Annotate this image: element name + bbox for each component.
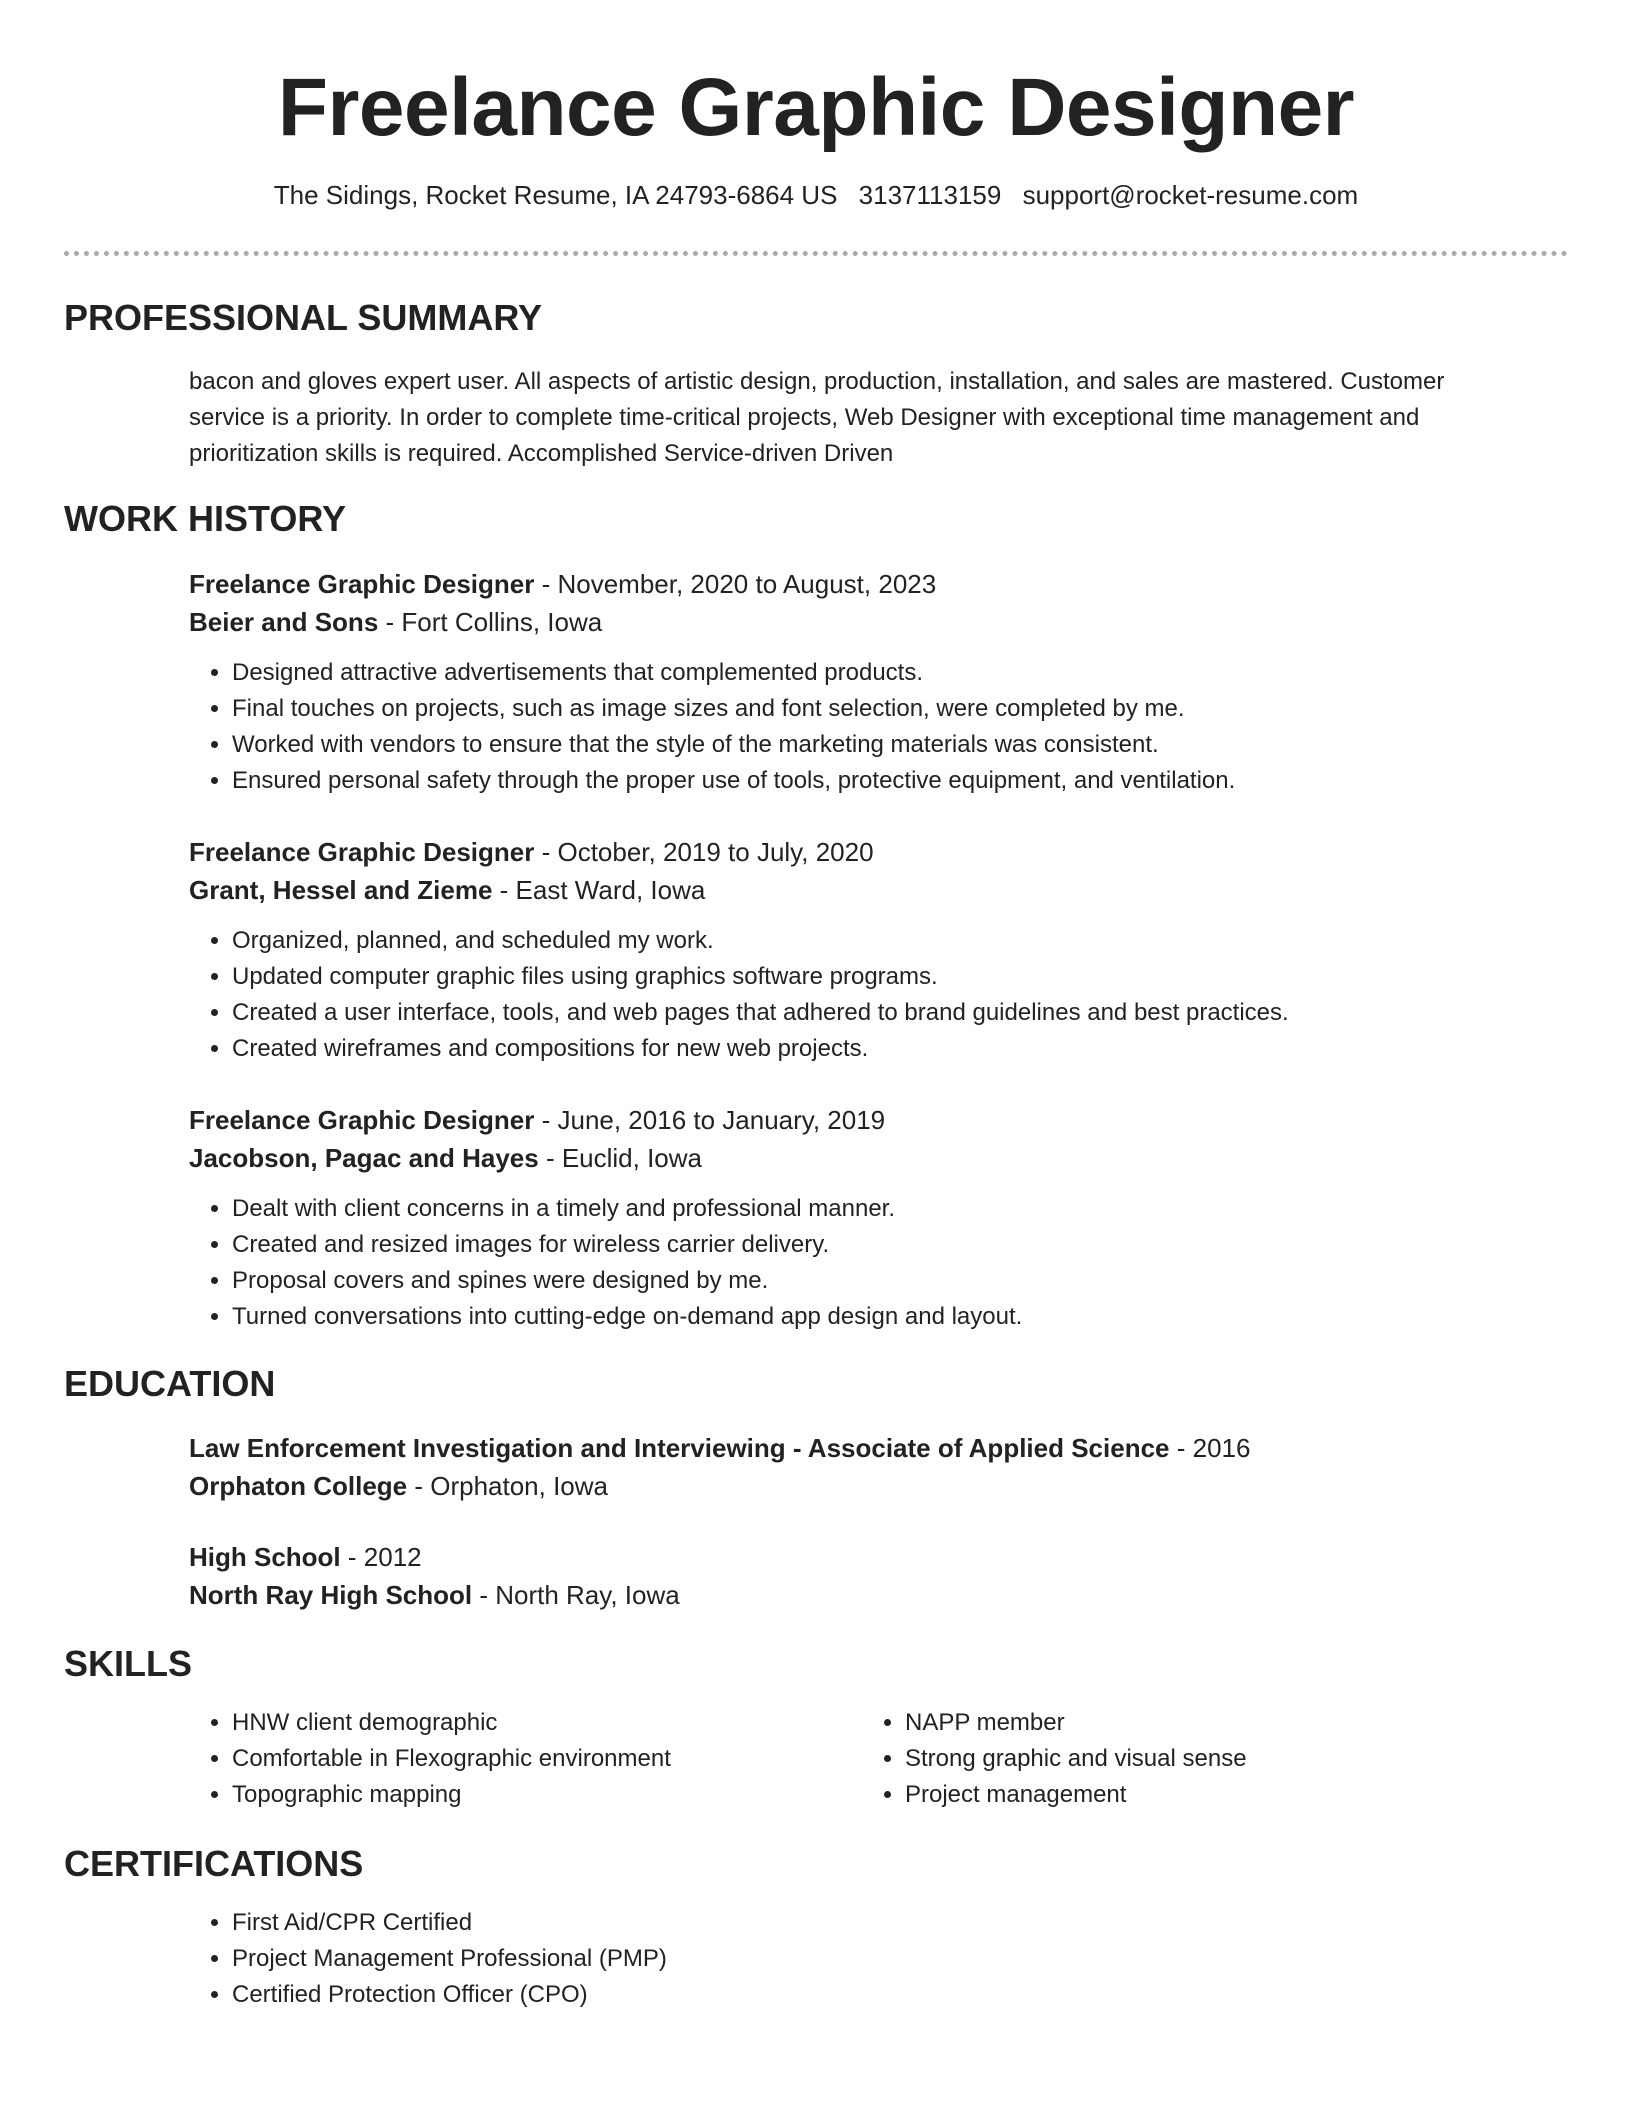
list-item: • Certified Protection Officer (CPO) — [232, 1977, 1032, 2013]
education-school-line — [189, 1576, 1502, 1614]
education-school: Orphaton College — [189, 1471, 408, 1501]
list-item: • First Aid/CPR Certified — [232, 1905, 1032, 1941]
section-title-education: EDUCATION — [64, 1363, 276, 1404]
job-company-line — [189, 603, 1502, 641]
job-company: Beier and Sons — [189, 607, 379, 637]
education-year: - 2016 — [1169, 1433, 1251, 1463]
list-item: • Created and resized images for wireless carrier delivery. — [232, 1227, 1502, 1263]
job-role: Freelance Graphic Designer — [189, 569, 535, 599]
list-item: • Strong graphic and visual sense — [905, 1741, 1505, 1777]
job-bullets — [189, 655, 1502, 799]
list-item: • Proposal covers and spines were designed by me. — [232, 1263, 1502, 1299]
contact-line — [0, 180, 1632, 211]
job-entry — [189, 833, 1502, 1067]
list-item: • Dealt with client concerns in a timely and professional manner. — [232, 1191, 1502, 1227]
list-item: • Project Management Professional (PMP) — [232, 1941, 1032, 1977]
job-dates: - November, 2020 to August, 2023 — [534, 569, 937, 599]
resume-name: Freelance Graphic Designer — [277, 62, 1355, 153]
job-dates: - June, 2016 to January, 2019 — [534, 1105, 886, 1135]
education-degree-line — [189, 1429, 1502, 1467]
certifications-list — [189, 1905, 1032, 2013]
job-title-line — [189, 565, 1502, 603]
job-location: - Fort Collins, Iowa — [378, 607, 603, 637]
education-location: - North Ray, Iowa — [472, 1580, 680, 1610]
job-entry — [189, 565, 1502, 799]
education-degree: Law Enforcement Investigation and Interviewing - Associate of Applied Science — [189, 1433, 1170, 1463]
job-dates: - October, 2019 to July, 2020 — [534, 837, 874, 867]
job-title-line — [189, 1101, 1502, 1139]
list-item: • Created a user interface, tools, and web pages that adhered to brand guidelines and best practices. — [232, 995, 1502, 1031]
list-item: • Created wireframes and compositions for new web projects. — [232, 1031, 1502, 1067]
list-item: • Topographic mapping — [232, 1777, 832, 1813]
education-year: - 2012 — [340, 1542, 422, 1572]
job-title-line — [189, 833, 1502, 871]
summary-text: bacon and gloves expert user. All aspects of artistic design, production, installation, and sales are mastered. Customer service is a priority. In order to complete time-critical projects, Web Designer with exceptional time management and prioritization skills is required. Accomplished Service-driven Driven — [189, 368, 1445, 467]
section-title-summary: PROFESSIONAL SUMMARY — [64, 297, 543, 338]
list-item: • HNW client demographic — [232, 1705, 832, 1741]
section-title-work-history: WORK HISTORY — [64, 498, 347, 539]
education-school-line — [189, 1467, 1502, 1505]
job-company: Grant, Hessel and Zieme — [189, 875, 493, 905]
education-entry — [189, 1538, 1502, 1614]
list-item: • Comfortable in Flexographic environment — [232, 1741, 832, 1777]
list-item: • NAPP member — [905, 1705, 1505, 1741]
job-role: Freelance Graphic Designer — [189, 1105, 535, 1135]
section-title-certifications: CERTIFICATIONS — [64, 1843, 364, 1884]
contact-address: The Sidings, Rocket Resume, IA 24793-6864 US — [273, 180, 838, 210]
education-degree-line — [189, 1538, 1502, 1576]
skills-list-right — [862, 1705, 1505, 1813]
job-location: - Euclid, Iowa — [538, 1143, 703, 1173]
list-item: • Final touches on projects, such as image sizes and font selection, were completed by me. — [232, 691, 1502, 727]
education-location: - Orphaton, Iowa — [407, 1471, 609, 1501]
education-degree: High School — [189, 1542, 341, 1572]
job-role: Freelance Graphic Designer — [189, 837, 535, 867]
job-entry — [189, 1101, 1502, 1335]
contact-email: support@rocket-resume.com — [1022, 180, 1359, 210]
job-bullets — [189, 1191, 1502, 1335]
job-company-line — [189, 871, 1502, 909]
list-item: • Updated computer graphic files using graphics software programs. — [232, 959, 1502, 995]
education-entry — [189, 1429, 1502, 1505]
job-company: Jacobson, Pagac and Hayes — [189, 1143, 539, 1173]
list-item: • Organized, planned, and scheduled my work. — [232, 923, 1502, 959]
list-item: • Turned conversations into cutting-edge on-demand app design and layout. — [232, 1299, 1502, 1335]
education-school: North Ray High School — [189, 1580, 473, 1610]
skills-list-left — [189, 1705, 832, 1813]
job-bullets — [189, 923, 1502, 1067]
section-title-skills: SKILLS — [64, 1643, 193, 1684]
list-item: • Designed attractive advertisements that complemented products. — [232, 655, 1502, 691]
header-divider — [64, 251, 1568, 256]
list-item: • Project management — [905, 1777, 1505, 1813]
job-location: - East Ward, Iowa — [492, 875, 706, 905]
list-item: • Ensured personal safety through the proper use of tools, protective equipment, and ventilation. — [232, 763, 1502, 799]
list-item: • Worked with vendors to ensure that the style of the marketing materials was consistent. — [232, 727, 1502, 763]
job-company-line — [189, 1139, 1502, 1177]
contact-phone: 3137113159 — [858, 180, 1002, 210]
